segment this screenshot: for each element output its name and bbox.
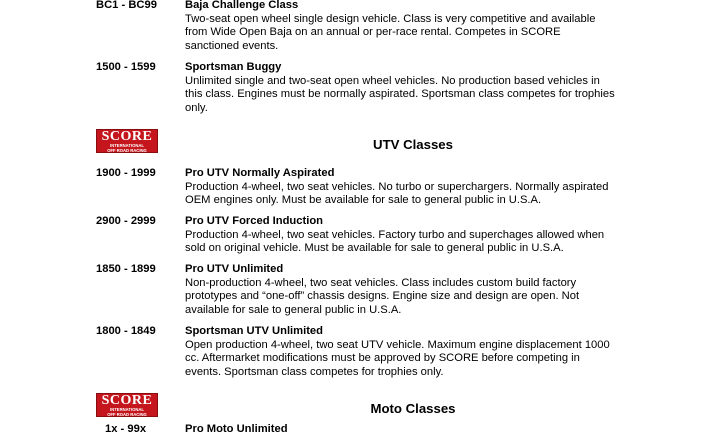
score-logo-text: SCORE <box>101 129 153 144</box>
class-description: Production 4-wheel, two seat vehicles. No turbo or superchargers. Normally aspirated OEM engines only. Must be available for sale to general public in U.S.A. <box>185 180 609 206</box>
class-description: Non-production 4-wheel, two seat vehicles. Class includes custom build factory prototypes and “one-off” chassis designs. Engine size and design are open. Not available for sale to general public in U.S.A. <box>185 276 580 316</box>
class-name: Pro UTV Unlimited <box>185 263 284 275</box>
class-name: Baja Challenge Class <box>185 0 299 11</box>
class-details <box>185 61 645 115</box>
class-number-range: 1900 - 1999 <box>96 167 156 179</box>
score-logo-text: SCORE <box>101 393 153 408</box>
section-title-utv: UTV Classes <box>373 137 453 152</box>
class-description: Production 4-wheel, two seat vehicles. Factory turbo and superchages allowed when sold on original vehicle. Must be available for sale to general public in U.S.A. <box>185 228 605 254</box>
class-details <box>185 325 645 379</box>
class-number-range: 1800 - 1849 <box>96 325 156 337</box>
class-number-range: 1500 - 1599 <box>96 61 156 73</box>
class-details <box>185 263 645 317</box>
class-description: Open production 4-wheel, two seat UTV vehicle. Maximum engine displacement 1000 cc. Aftermarket modifications must be approved by SCORE before competing in events. Sportsman class competes for trophies only. <box>185 338 610 378</box>
class-number-range: BC1 - BC99 <box>96 0 157 11</box>
class-number-range: 2900 - 2999 <box>96 215 156 227</box>
class-details <box>185 0 645 53</box>
class-name: Pro UTV Forced Induction <box>185 215 323 227</box>
class-details <box>185 167 645 208</box>
class-name: Pro UTV Normally Aspirated <box>185 167 335 179</box>
class-description: Unlimited single and two-seat open wheel vehicles. No production based vehicles in this class. Engines must be normally aspirated. Sportsman class competes for trophies only. <box>185 74 615 114</box>
class-name: Pro Moto Unlimited <box>185 423 288 435</box>
class-description: Two-seat open wheel single design vehicle. Class is very competitive and available from Wide Open Baja on an annual or per-race rental. Competes in SCORE sanctioned events. <box>185 12 596 52</box>
section-title-moto: Moto Classes <box>370 401 456 416</box>
class-number-range: 1x - 99x <box>105 423 147 435</box>
score-logo-subtext: INTERNATIONAL OFF ROAD RACING <box>107 143 147 153</box>
class-name: Sportsman Buggy <box>185 61 282 73</box>
class-details <box>185 215 645 256</box>
score-logo-subtext: INTERNATIONAL OFF ROAD RACING <box>107 407 147 417</box>
class-number-range: 1850 - 1899 <box>96 263 156 275</box>
class-name: Sportsman UTV Unlimited <box>185 325 323 337</box>
